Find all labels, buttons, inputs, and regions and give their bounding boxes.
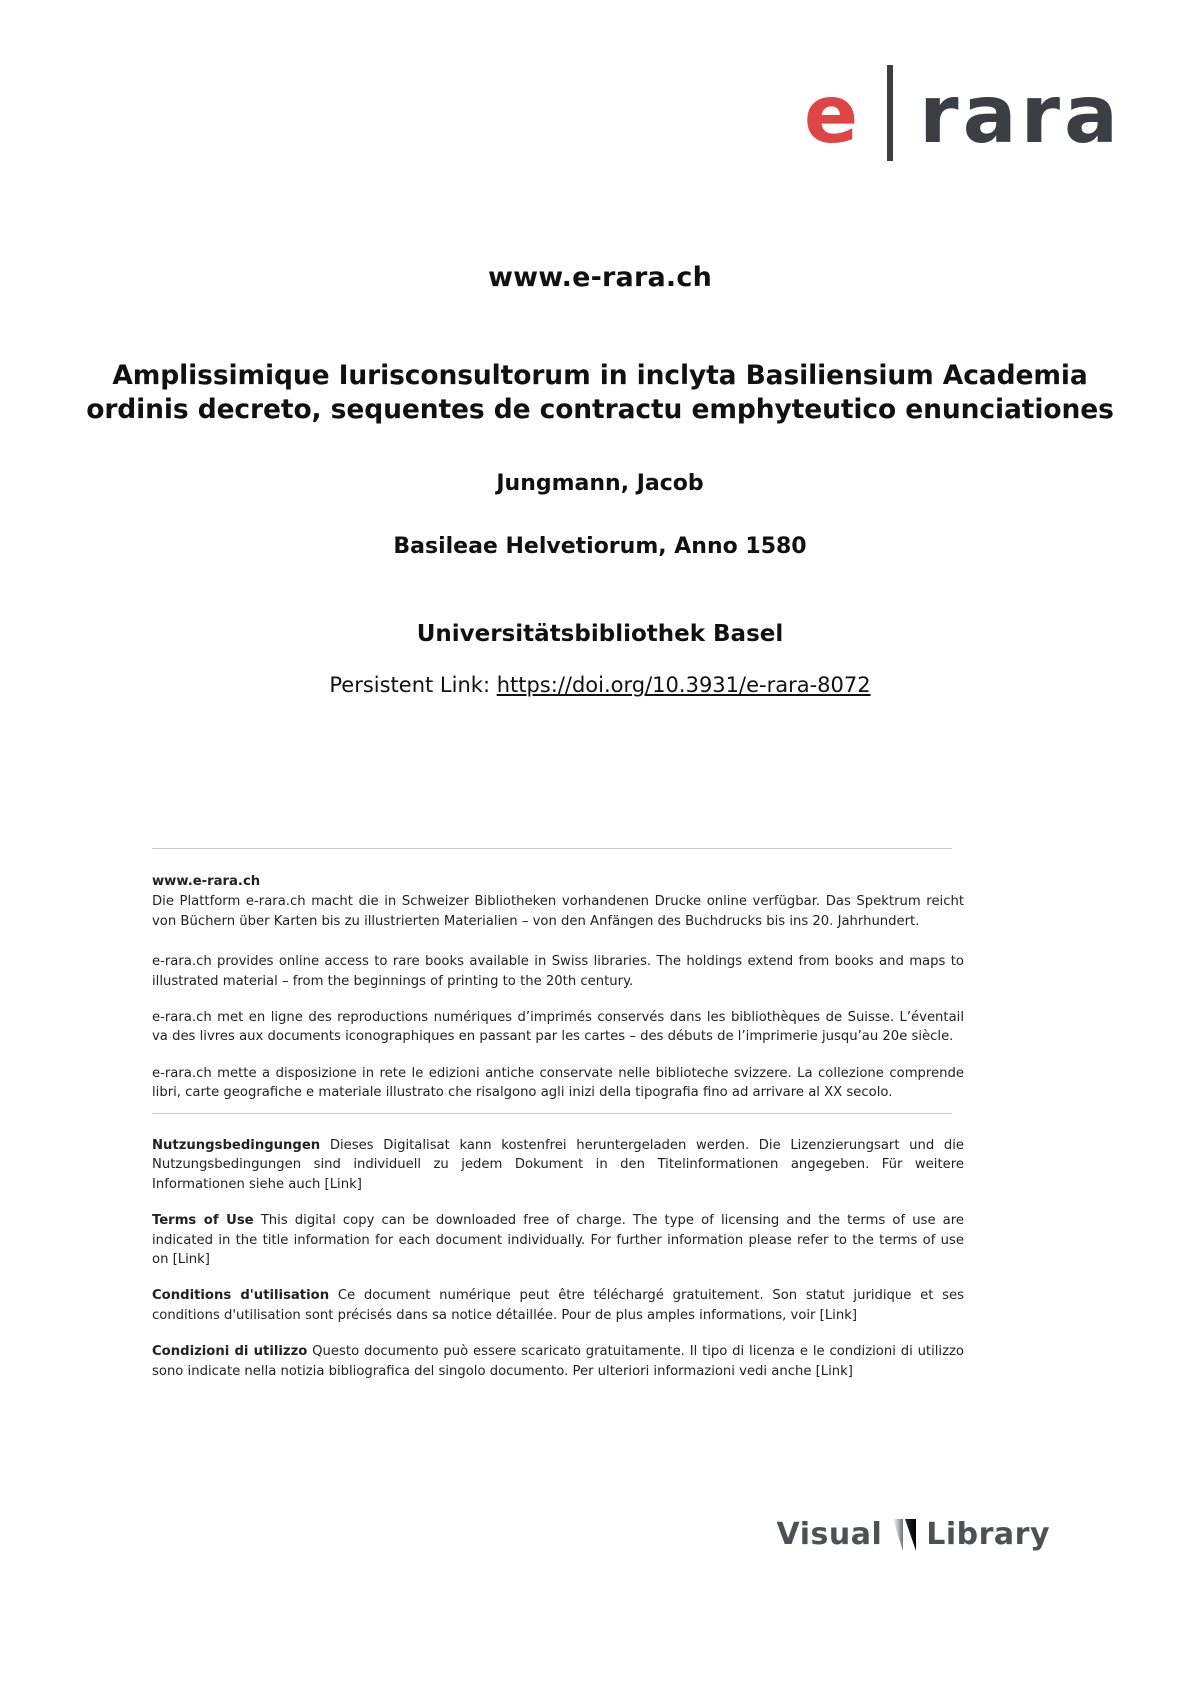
terms-text-en: This digital copy can be downloaded free of charge. The type of licensing and the terms of use are indicated in the title information for each document individually. For further information please refer to the terms of use on [Link] bbox=[152, 1213, 964, 1268]
persistent-link-url[interactable]: https://doi.org/10.3931/e-rara-8072 bbox=[496, 672, 871, 697]
document-imprint: Basileae Helvetiorum, Anno 1580 bbox=[393, 533, 807, 559]
terms-text-fr: Ce document numérique peut être téléchargé gratuitement. Son statut juridique et ses conditions d'utilisation sont précisés dans sa notice détaillée. Pour de plus amples informations, voir [Link] bbox=[152, 1288, 964, 1323]
e-rara-logo-e-letter: e bbox=[803, 68, 858, 161]
site-url: www.e-rara.ch bbox=[487, 262, 713, 293]
info-paragraph-it: e-rara.ch mette a disposizione in rete le edizioni antiche conservate nelle biblioteche svizzere. La collezione comprende libri, carte geografiche e materiale illustrato che risalgono agli inizi della tipografia fino ad arrivare al XX secolo. bbox=[152, 1065, 964, 1101]
terms-heading-en: Terms of Use bbox=[152, 1213, 254, 1229]
terms-text-de: Dieses Digitalisat kann kostenfrei heruntergeladen werden. Die Lizenzierungsart und die Nutzungsbedingungen sind individuell zu jedem Dokument in den Titelinformationen angegeben. Für weitere Informationen siehe auch [Link] bbox=[152, 1138, 964, 1192]
e-rara-logo-rara-word: rara bbox=[919, 68, 1122, 161]
bookmark-icon bbox=[892, 1518, 918, 1552]
e-rara-logo bbox=[804, 58, 1122, 168]
info-paragraph-de-text: Die Plattform e-rara.ch macht die in Schweizer Bibliotheken vorhandenen Drucke online verfügbar. Das Spektrum reicht von Büchern über Karten bis zu illustrierten Materialien – von den Anfängen des Buchdrucks bis ins 20. Jahrhundert. bbox=[152, 894, 964, 929]
title-block bbox=[80, 262, 1120, 697]
info-block-heading: www.e-rara.ch bbox=[152, 874, 261, 889]
terms-paragraph-fr bbox=[152, 1286, 964, 1325]
terms-heading-it: Condizioni di utilizzo bbox=[152, 1344, 308, 1360]
page-title: Amplissimique Iurisconsultorum in inclyta Basiliensium Academia ordinis decreto, sequentes de contractu emphyteutico enunciationes bbox=[86, 360, 1114, 425]
visual-library-logo bbox=[777, 1517, 1050, 1552]
terms-paragraph-it bbox=[152, 1342, 964, 1381]
terms-of-use-block bbox=[152, 1136, 964, 1381]
info-paragraph-de bbox=[152, 872, 964, 931]
persistent-link-label: Persistent Link: bbox=[329, 672, 491, 697]
terms-heading-de: Nutzungsbedingungen bbox=[152, 1138, 321, 1153]
info-paragraph-fr: e-rara.ch met en ligne des reproductions numériques d’imprimés conservés dans les bibliothèques de Suisse. L’éventail va des livres aux documents iconographiques en passant par les cartes – des débuts de l’imprimerie jusqu’au 20e siècle. bbox=[152, 1010, 964, 1045]
terms-paragraph-en bbox=[152, 1211, 964, 1269]
holding-library: Universitätsbibliothek Basel bbox=[416, 620, 784, 647]
platform-info-block bbox=[152, 872, 964, 1103]
divider-top bbox=[152, 848, 952, 849]
info-paragraph-en: e-rara.ch provides online access to rare books available in Swiss libraries. The holdings extend from books and maps to illustrated material – from the beginnings of printing to the 20th century. bbox=[152, 954, 964, 989]
document-author: Jungmann, Jacob bbox=[496, 470, 704, 496]
terms-text-it: Questo documento può essere scaricato gratuitamente. Il tipo di licenza e le condizioni di utilizzo sono indicate nella notizia bibliografica del singolo documento. Per ulteriori informazioni vedi anche [Link] bbox=[152, 1344, 965, 1379]
persistent-link-line bbox=[80, 673, 1120, 697]
e-rara-logo-divider-icon bbox=[887, 65, 893, 161]
terms-heading-fr: Conditions d'utilisation bbox=[152, 1288, 330, 1304]
visual-library-logo-word-2: Library bbox=[926, 1517, 1050, 1552]
divider-middle bbox=[152, 1113, 952, 1114]
terms-paragraph-de bbox=[152, 1136, 964, 1194]
visual-library-logo-word-1: Visual bbox=[776, 1517, 883, 1552]
